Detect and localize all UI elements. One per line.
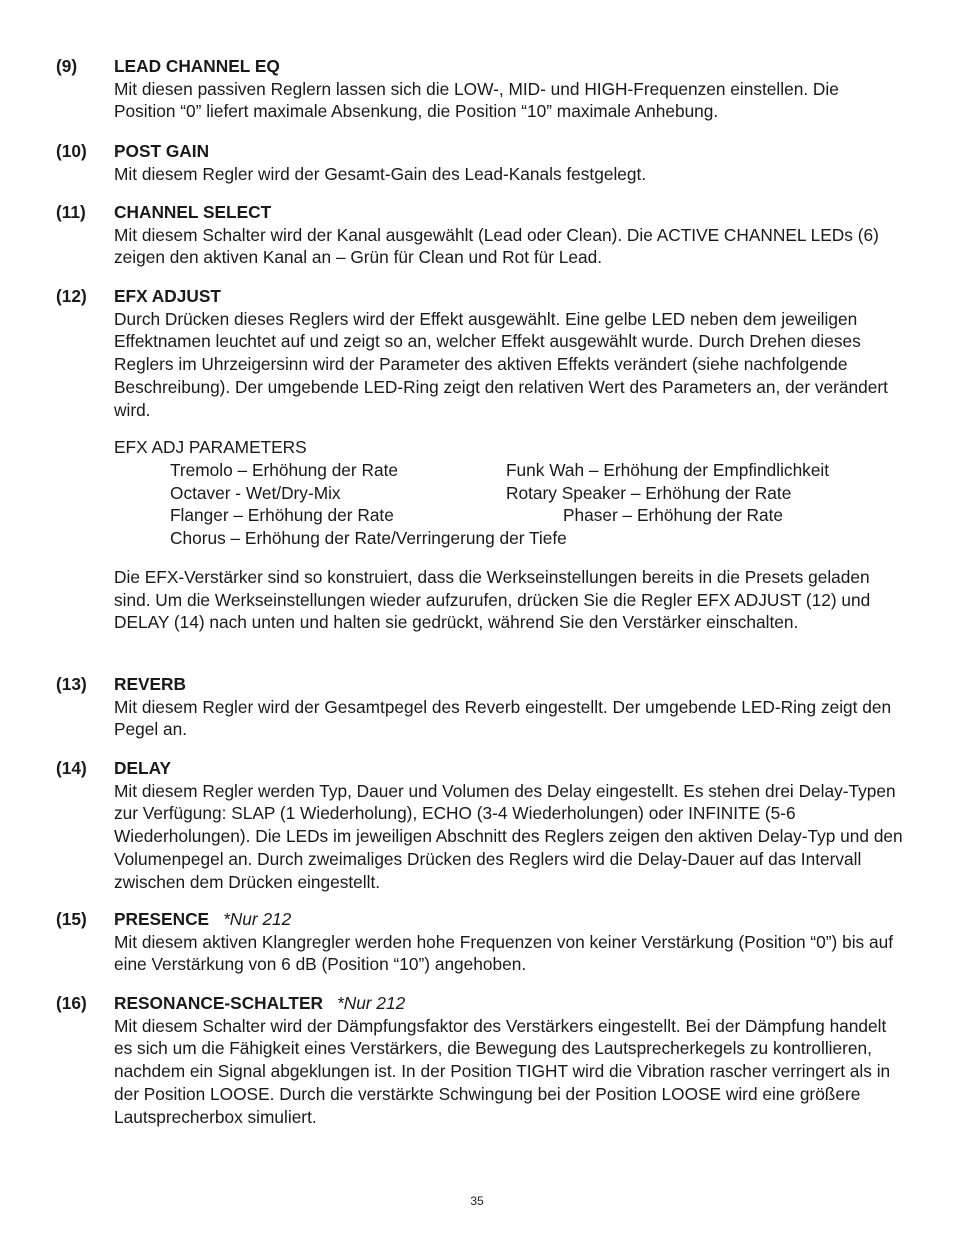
section-heading: LEAD CHANNEL EQ bbox=[114, 56, 280, 76]
section-number: (14) bbox=[56, 758, 87, 778]
section-text: Durch Drücken dieses Reglers wird der Effekt ausgewählt. Eine gelbe LED neben dem jeweiligen Effektnamen leuchtet auf und zeigt so an, welcher Effekt ausgewählt wurde. Durch Drehen dieses Reglers im Uhrzeigersinn wird der Parameter des aktiven Effekts verändert (siehe nachfolgende Beschreibung). Der umgebende LED-Ring zeigt den relativen Wert des Parameters an, der verändert wird. bbox=[114, 308, 888, 420]
section-heading: EFX ADJUST bbox=[114, 286, 221, 306]
section-text: Mit diesem Schalter wird der Kanal ausgewählt (Lead oder Clean). Die ACTIVE CHANNEL LEDs (6) zeigen den aktiven Kanal an – Grün für Clean und Rot für Lead. bbox=[114, 224, 879, 268]
efx-param-item: Rotary Speaker – Erhöhung der Rate bbox=[506, 483, 792, 503]
section-number: (12) bbox=[56, 286, 87, 306]
efx-param-item: Flanger – Erhöhung der Rate bbox=[170, 505, 394, 525]
section-text: Mit diesem Regler wird der Gesamtpegel des Reverb eingestellt. Der umgebende LED-Ring zeigt den Pegel an. bbox=[114, 696, 892, 740]
section-heading: CHANNEL SELECT bbox=[114, 202, 272, 222]
section-number: (11) bbox=[56, 202, 86, 222]
efx-factory-reset-text: Die EFX-Verstärker sind so konstruiert, dass die Werkseinstellungen bereits in die Presets geladen sind. Um die Werkseinstellungen wieder aufzurufen, drücken Sie die Regler EFX ADJUST (12) und DELAY (14) nach unten und halten sie gedrückt, während Sie den Verstärker einschalten. bbox=[114, 567, 871, 633]
section-number: (9) bbox=[56, 56, 78, 76]
section-heading: POST GAIN bbox=[114, 141, 210, 161]
efx-param-item: Phaser – Erhöhung der Rate bbox=[563, 505, 783, 525]
section-note: *Nur 212 bbox=[223, 909, 292, 929]
section-number: (16) bbox=[56, 993, 87, 1013]
efx-param-item: Chorus – Erhöhung der Rate/Verringerung der Tiefe bbox=[170, 528, 567, 548]
section-number: (10) bbox=[56, 141, 87, 161]
section-text: Mit diesem Regler werden Typ, Dauer und Volumen des Delay eingestellt. Es stehen drei Delay-Typen zur Verfügung: SLAP (1 Wiederholung), ECHO (3-4 Wiederholungen) oder INFINITE (5-6 Wiederholungen). Die LEDs im jeweiligen Abschnitt des Reglers zeigen den aktiven Delay-Typ und den Volumenpegel an. Durch zweimaliges Drücken des Reglers wird die Delay-Dauer auf das Intervall zwischen dem Drücken eingestellt. bbox=[114, 780, 903, 892]
section-text: Mit diesem Schalter wird der Dämpfungsfaktor des Verstärkers eingestellt. Bei der Dämpfung handelt es sich um die Fähigkeit eines Verstärkers, die Bewegung des Lautsprecherkegels zu kontrollieren, nachdem ein Signal abgeklungen ist. In der Position TIGHT wird die Vibration rascher verringert als in der Position LOOSE. Durch die verstärkte Schwingung bei der Position LOOSE wird eine größere Lautsprecherbox simuliert. bbox=[114, 1015, 891, 1127]
efx-parameters-heading: EFX ADJ PARAMETERS bbox=[114, 437, 307, 457]
section-heading: REVERB bbox=[114, 674, 187, 694]
section-text: Mit diesem Regler wird der Gesamt-Gain des Lead-Kanals festgelegt. bbox=[114, 163, 647, 184]
section-number: (15) bbox=[56, 909, 87, 929]
section-text: Mit diesen passiven Reglern lassen sich die LOW-, MID- und HIGH-Frequenzen einstellen. Die Position “0” liefert maximale Absenkung, die Position “10” maximale Anhebung. bbox=[114, 78, 839, 122]
section-heading: DELAY bbox=[114, 758, 171, 778]
section-number: (13) bbox=[56, 674, 87, 694]
section-text: Mit diesem aktiven Klangregler werden hohe Frequenzen von keiner Verstärkung (Position “0”) bis auf eine Verstärkung von 6 dB (Position “10”) angehoben. bbox=[114, 931, 894, 975]
efx-param-item: Funk Wah – Erhöhung der Empfindlichkeit bbox=[506, 460, 830, 480]
efx-param-item: Tremolo – Erhöhung der Rate bbox=[170, 460, 398, 480]
efx-param-item: Octaver - Wet/Dry-Mix bbox=[170, 483, 341, 503]
section-heading: RESONANCE-SCHALTER bbox=[114, 993, 323, 1013]
page-number: 35 bbox=[470, 1194, 484, 1208]
section-note: *Nur 212 bbox=[336, 993, 406, 1013]
section-heading: PRESENCE bbox=[114, 909, 210, 929]
